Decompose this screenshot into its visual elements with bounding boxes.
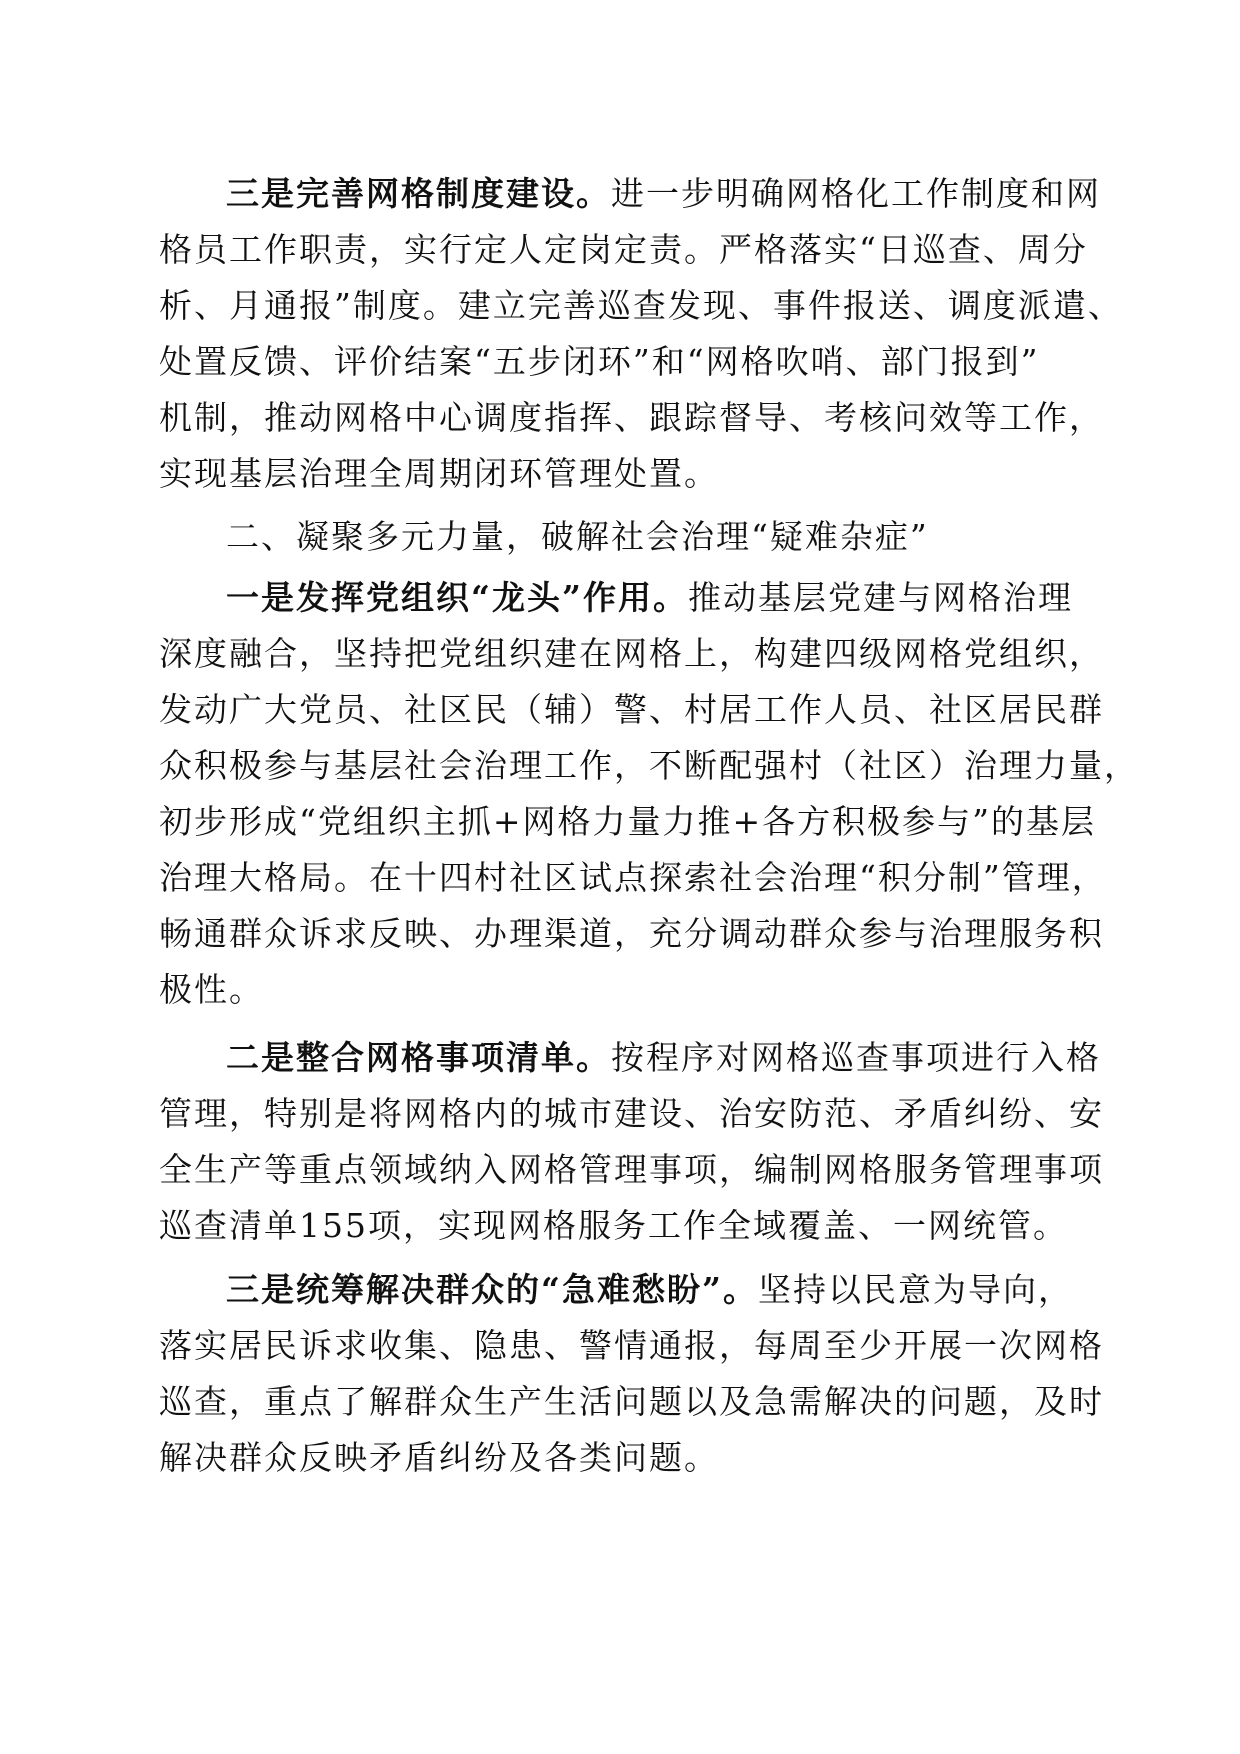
paragraph-4-lead: 三是统筹解决群众的“急难愁盼”。	[226, 1270, 758, 1309]
paragraph-1-line-4: 处置反馈、评价结案“五步闭环”和“网格吹哨、部门报到”	[159, 342, 1040, 381]
paragraph-4-line-3: 巡查，重点了解群众生产生活问题以及急需解决的问题，及时	[159, 1382, 1104, 1421]
paragraph-2-line-7: 畅通群众诉求反映、办理渠道，充分调动群众参与治理服务积	[159, 914, 1104, 953]
section-heading: 二、凝聚多元力量，破解社会治理“疑难杂症”	[226, 517, 929, 556]
paragraph-1-line-1	[226, 172, 1101, 216]
paragraph-3-line-4: 巡查清单155项，实现网格服务工作全域覆盖、一网统管。	[159, 1206, 1068, 1245]
paragraph-2-line-2: 深度融合，坚持把党组织建在网格上，构建四级网格党组织，	[159, 634, 1104, 673]
paragraph-4-line-2: 落实居民诉求收集、隐患、警情通报，每周至少开展一次网格	[159, 1326, 1104, 1365]
paragraph-4-text: 坚持以民意为导向，	[757, 1270, 1073, 1309]
paragraph-3-lead: 二是整合网格事项清单。	[226, 1038, 611, 1077]
paragraph-4-line-4: 解决群众反映矛盾纠纷及各类问题。	[159, 1438, 719, 1477]
paragraph-1-text: 进一步明确网格化工作制度和网	[611, 174, 1101, 213]
paragraph-3-line-3: 全生产等重点领域纳入网格管理事项，编制网格服务管理事项	[159, 1150, 1104, 1189]
paragraph-1-line-6: 实现基层治理全周期闭环管理处置。	[159, 454, 719, 493]
paragraph-2-lead: 一是发挥党组织“龙头”作用。	[226, 578, 688, 617]
paragraph-2-text: 推动基层党建与网格治理	[687, 578, 1073, 617]
paragraph-1-line-2: 格员工作职责，实行定人定岗定责。严格落实“日巡查、周分	[159, 230, 1088, 269]
paragraph-1-lead: 三是完善网格制度建设。	[226, 174, 611, 213]
paragraph-3-line-1	[226, 1036, 1101, 1080]
paragraph-3-text: 按程序对网格巡查事项进行入格	[611, 1038, 1101, 1077]
paragraph-2-line-6: 治理大格局。在十四村社区试点探索社会治理“积分制”管理，	[159, 858, 1107, 897]
paragraph-2-line-4: 众积极参与基层社会治理工作，不断配强村（社区）治理力量，	[159, 746, 1139, 785]
paragraph-3-line-2: 管理，特别是将网格内的城市建设、治安防范、矛盾纠纷、安	[159, 1094, 1104, 1133]
paragraph-2-line-1	[226, 576, 1073, 620]
paragraph-2-line-3: 发动广大党员、社区民（辅）警、村居工作人员、社区居民群	[159, 690, 1104, 729]
paragraph-2-line-8: 极性。	[159, 970, 264, 1009]
paragraph-1-line-3: 析、月通报”制度。建立完善巡查发现、事件报送、调度派遣、	[159, 286, 1123, 325]
paragraph-1-line-5: 机制，推动网格中心调度指挥、跟踪督导、考核问效等工作，	[159, 398, 1104, 437]
paragraph-4-line-1	[226, 1268, 1073, 1312]
paragraph-2-line-5: 初步形成“党组织主抓+网格力量力推+各方积极参与”的基层	[159, 802, 1097, 841]
